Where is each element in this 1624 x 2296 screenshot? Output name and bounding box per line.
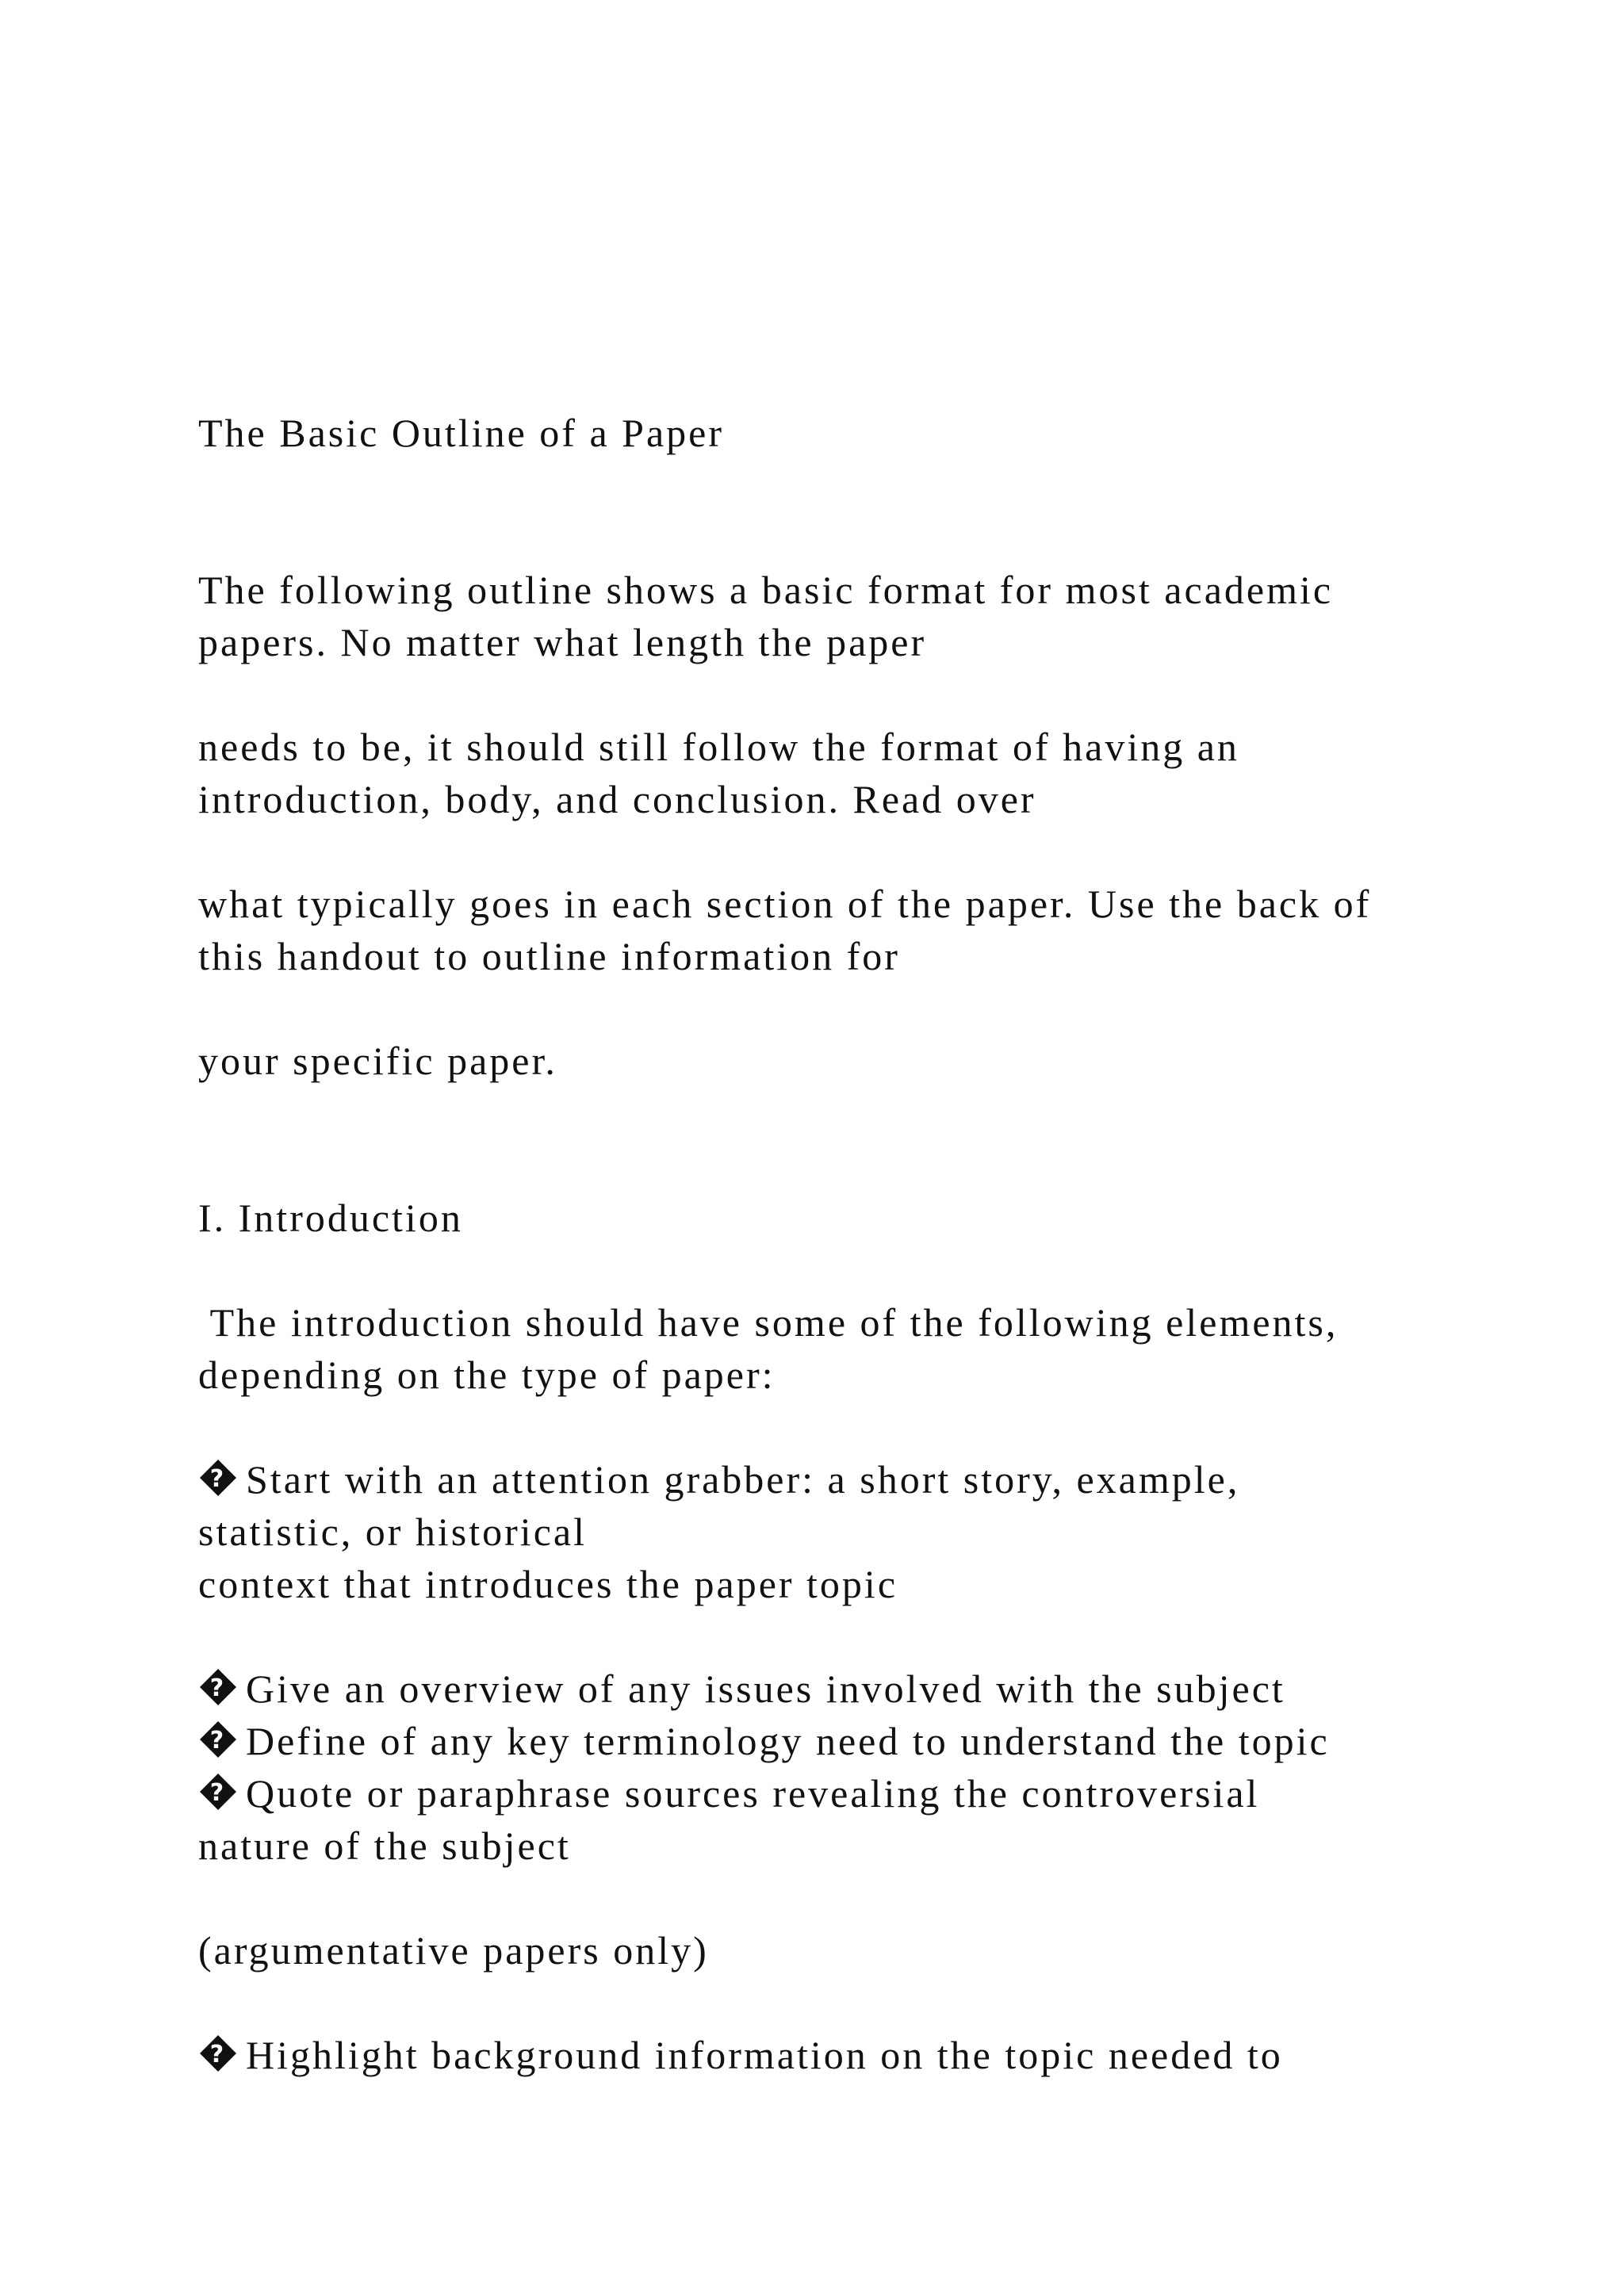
bullet-item [198, 1767, 1259, 1820]
bullet-glyph-text: ? [209, 1674, 227, 1702]
bullet-glyph-text: ? [209, 1779, 227, 1807]
bullet-glyph-text: ? [209, 2041, 227, 2068]
intro-paragraph-line: papers. No matter what length the paper [198, 620, 927, 664]
bullet-text: Start with an attention grabber: a short story, example, [246, 1457, 1240, 1502]
intro-paragraph-line: introduction, body, and conclusion. Read over [198, 777, 1036, 821]
bullet-glyph-text: ? [209, 1465, 227, 1493]
section-intro-line: The introduction should have some of the following elements, [198, 1300, 1339, 1345]
bullet-glyph-text: ? [209, 1727, 227, 1755]
replacement-character-icon [198, 1458, 238, 1498]
aside-note: (argumentative papers only) [198, 1928, 709, 1973]
bullet-text: Define of any key terminology need to understand the topic [246, 1719, 1330, 1763]
bullet-item [198, 2029, 1283, 2081]
replacement-character-icon [198, 1772, 238, 1812]
section-heading: I. Introduction [198, 1196, 463, 1240]
document-title: The Basic Outline of a Paper [198, 411, 724, 455]
bullet-item [198, 1715, 1330, 1767]
bullet-continuation: statistic, or historical [198, 1510, 587, 1554]
intro-paragraph-line: needs to be, it should still follow the format of having an [198, 725, 1239, 769]
replacement-character-icon [198, 1667, 238, 1707]
bullet-item [198, 1663, 1285, 1715]
bullet-continuation: context that introduces the paper topic [198, 1562, 898, 1606]
intro-paragraph-line: what typically goes in each section of the paper. Use the back of [198, 882, 1372, 926]
intro-paragraph-line: this handout to outline information for [198, 934, 900, 978]
intro-paragraph-line: your specific paper. [198, 1039, 557, 1083]
bullet-text: Highlight background information on the topic needed to [246, 2033, 1283, 2077]
replacement-character-icon [198, 1720, 238, 1759]
bullet-item [198, 1453, 1239, 1506]
replacement-character-icon [198, 2034, 238, 2073]
bullet-text: Give an overview of any issues involved with the subject [246, 1667, 1285, 1711]
bullet-text: Quote or paraphrase sources revealing the controversial [246, 1771, 1260, 1816]
intro-paragraph-line: The following outline shows a basic format for most academic [198, 568, 1334, 612]
bullet-continuation: nature of the subject [198, 1823, 571, 1868]
section-intro-line: depending on the type of paper: [198, 1353, 776, 1397]
